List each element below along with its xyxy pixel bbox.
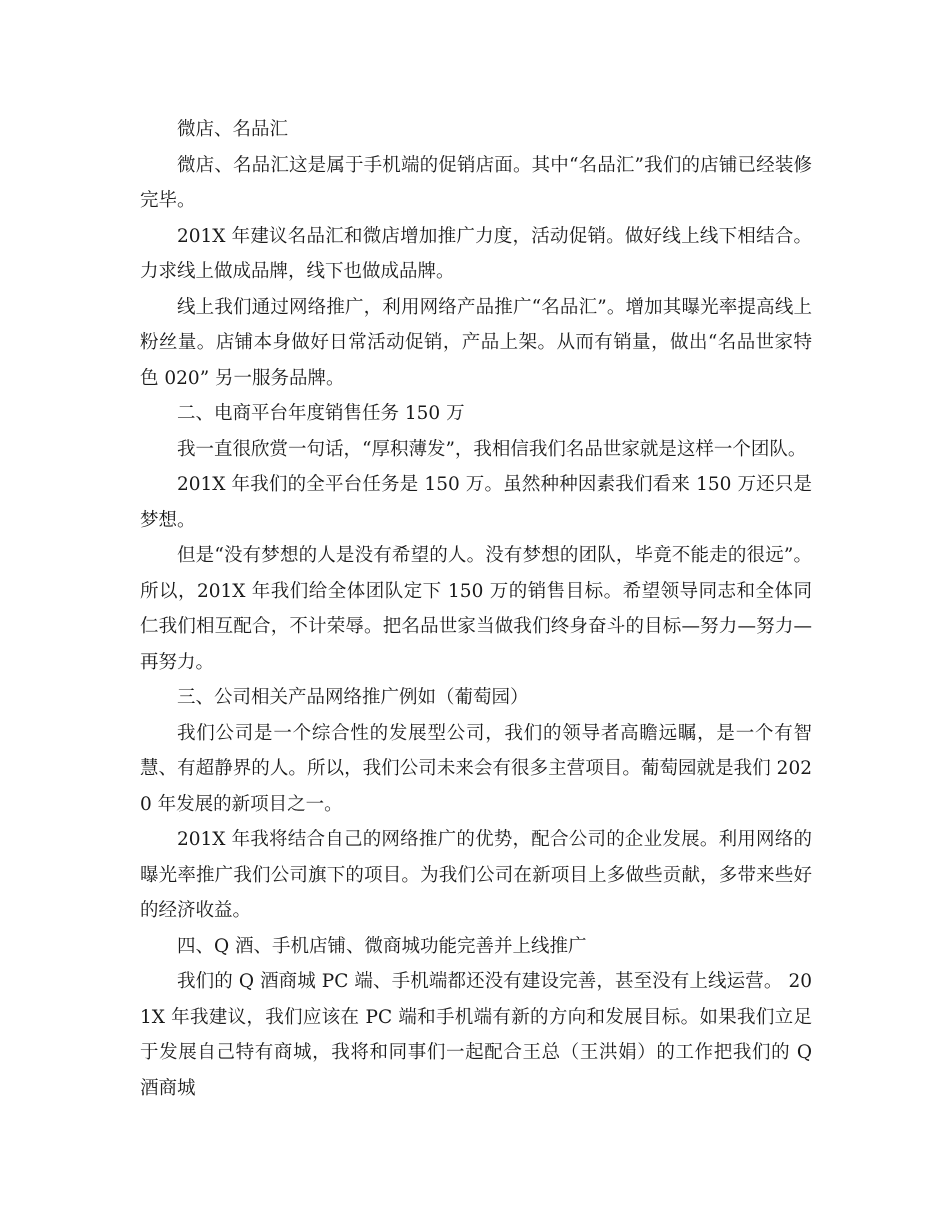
document-body	[140, 112, 812, 1106]
paragraph: 但是“没有梦想的人是没有希望的人。没有梦想的团队，毕竟不能走的很远”。所以，201X 年我们给全体团队定下 150 万的销售目标。希望领导同志和全体同仁我们相互配合，不计荣辱。把名品世家当做我们终身奋斗的目标—努力—努力—再努力。	[140, 545, 812, 673]
section-heading-4: 四、Q 酒、手机店铺、微商城功能完善并上线推广	[177, 935, 587, 957]
paragraph: 201X 年我们的全平台任务是 150 万。虽然种种因素我们看来 150 万还只是梦想。	[140, 474, 812, 531]
paragraph: 201X 年我将结合自己的网络推广的优势，配合公司的企业发展。利用网络的曝光率推广我们公司旗下的项目。为我们公司在新项目上多做些贡献，多带来些好的经济收益。	[140, 829, 812, 921]
paragraph: 我们的 Q 酒商城 PC 端、手机端都还没有建设完善，甚至没有上线运营。 201X 年我建议，我们应该在 PC 端和手机端有新的方向和发展目标。如果我们立足于发展自己特有商城，我将和同事们一起配合王总（王洪娟）的工作把我们的 Q 酒商城	[140, 971, 812, 1099]
paragraph: 微店、名品汇这是属于手机端的促销店面。其中“名品汇”我们的店铺已经装修完毕。	[140, 154, 812, 211]
paragraph: 我一直很欣赏一句话，“厚积薄发”，我相信我们名品世家就是这样一个团队。	[177, 438, 807, 460]
section-heading-3: 三、公司相关产品网络推广例如（葡萄园）	[177, 687, 529, 708]
paragraph: 我们公司是一个综合性的发展型公司，我们的领导者高瞻远瞩，是一个有智慧、有超静界的人。所以，我们公司未来会有很多主营项目。葡萄园就是我们 2020 年发展的新项目之一。	[140, 722, 812, 815]
section-heading-2: 二、电商平台年度销售任务 150 万	[177, 403, 465, 424]
paragraph-heading-weidian: 微店、名品汇	[177, 119, 289, 140]
paragraph: 线上我们通过网络推广，利用网络产品推广“名品汇”。增加其曝光率提高线上粉丝量。店铺本身做好日常活动促销，产品上架。从而有销量，做出“名品世家特色 020” 另一服务品牌。	[140, 296, 812, 389]
paragraph: 201X 年建议名品汇和微店增加推广力度，活动促销。做好线上线下相结合。力求线上做成品牌，线下也做成品牌。	[140, 225, 812, 282]
